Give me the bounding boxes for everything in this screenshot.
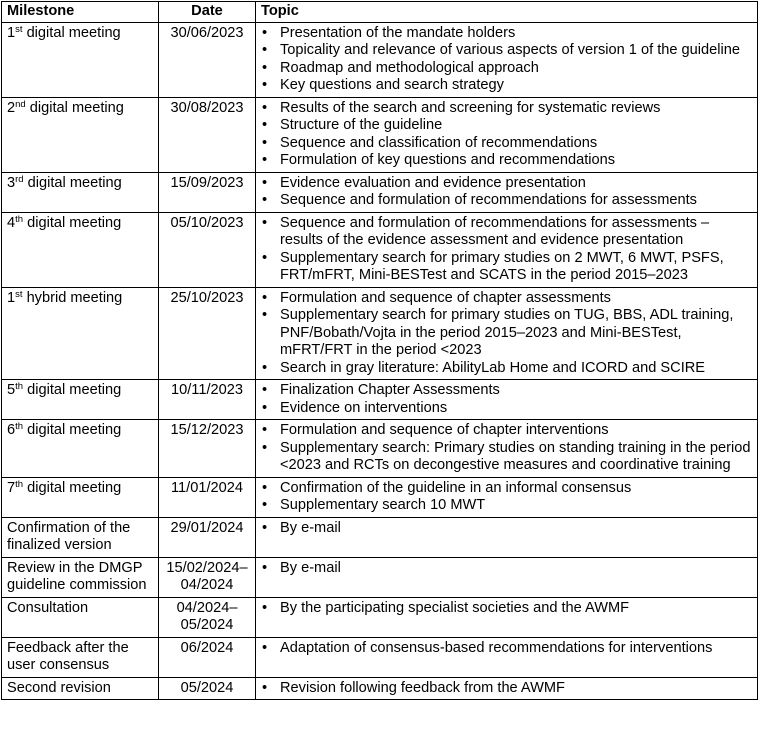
topic-item: • Supplementary search: Primary studies on standing training in the period <2023 and RCTs on decongestive measures and coordinative training: [261, 440, 752, 475]
table-row: [2, 212, 758, 287]
topic-list: [261, 382, 752, 417]
topic-item: • Formulation and sequence of chapter interventions: [261, 422, 752, 440]
header-topic: Topic: [256, 2, 758, 23]
topic-item: • Evidence on interventions: [261, 400, 752, 418]
header-date: Date: [159, 2, 256, 23]
milestone-label: digital meeting: [22, 24, 121, 41]
topic-list: [261, 25, 752, 95]
topic-list: [261, 640, 752, 658]
header-milestone: Milestone: [2, 2, 159, 23]
topic-item: • Structure of the guideline: [261, 117, 752, 135]
table-row: [2, 557, 758, 597]
milestone-label: Consultation: [7, 599, 89, 616]
topic-item: • By e-mail: [261, 560, 752, 578]
milestone-ordinal-number: 7: [7, 479, 16, 496]
milestone-ordinal-suffix: th: [15, 421, 24, 432]
topic-cell: [256, 380, 758, 420]
milestone-cell: [2, 517, 159, 557]
table-row: [2, 97, 758, 172]
table-row: [2, 287, 758, 380]
milestone-label: hybrid meeting: [22, 289, 123, 306]
date-cell: 15/12/2023: [159, 420, 256, 478]
topic-item: • Formulation and sequence of chapter assessments: [261, 290, 752, 308]
table-row: [2, 380, 758, 420]
topic-list: [261, 100, 752, 170]
topic-list: [261, 215, 752, 285]
date-cell: 10/11/2023: [159, 380, 256, 420]
topic-item: • Supplementary search 10 MWT: [261, 497, 752, 515]
topic-item: • Key questions and search strategy: [261, 77, 752, 95]
date-cell: 06/2024: [159, 637, 256, 677]
table-row: [2, 477, 758, 517]
topic-item: • Supplementary search for primary studies on 2 MWT, 6 MWT, PSFS, FRT/mFRT, Mini-BESTest and SCATS in the period 2015–2023: [261, 250, 752, 285]
topic-item: • Confirmation of the guideline in an informal consensus: [261, 480, 752, 498]
milestone-label: Feedback after the user consensus: [7, 639, 129, 673]
topic-item: • Adaptation of consensus-based recommendations for interventions: [261, 640, 752, 658]
topic-item: • Presentation of the mandate holders: [261, 25, 752, 43]
topic-cell: [256, 677, 758, 700]
topic-cell: [256, 212, 758, 287]
table-row: [2, 517, 758, 557]
milestone-cell: [2, 597, 159, 637]
milestone-label: digital meeting: [23, 422, 122, 438]
topic-cell: [256, 597, 758, 637]
milestone-label: digital meeting: [23, 382, 122, 398]
topic-list: [261, 422, 752, 475]
milestone-ordinal-suffix: rd: [15, 173, 24, 185]
topic-item: • Finalization Chapter Assessments: [261, 382, 752, 400]
topic-list: [261, 520, 752, 538]
topic-list: [261, 560, 752, 578]
milestone-ordinal-number: 5: [7, 382, 16, 398]
milestone-cell: [2, 477, 159, 517]
milestone-cell: [2, 380, 159, 420]
date-cell: 05/10/2023: [159, 212, 256, 287]
topic-item: • By e-mail: [261, 520, 752, 538]
topic-cell: [256, 97, 758, 172]
milestone-cell: [2, 637, 159, 677]
milestone-ordinal-suffix: th: [15, 381, 24, 392]
milestone-ordinal-number: 6: [7, 422, 16, 438]
topic-cell: [256, 420, 758, 478]
milestone-ordinal-suffix: th: [15, 213, 24, 225]
topic-cell: [256, 22, 758, 97]
date-cell: 25/10/2023: [159, 287, 256, 380]
date-cell: 30/08/2023: [159, 97, 256, 172]
milestone-ordinal-number: 1: [7, 289, 16, 306]
milestone-cell: [2, 557, 159, 597]
milestone-cell: [2, 172, 159, 212]
milestone-cell: [2, 97, 159, 172]
milestone-cell: [2, 287, 159, 380]
date-cell: 04/2024– 05/2024: [159, 597, 256, 637]
milestone-cell: [2, 212, 159, 287]
topic-item: • Formulation of key questions and recommendations: [261, 152, 752, 170]
table-row: [2, 677, 758, 700]
topic-cell: [256, 287, 758, 380]
milestone-label: digital meeting: [23, 479, 122, 496]
topic-item: • Sequence and formulation of recommendations for assessments: [261, 192, 752, 210]
topic-cell: [256, 172, 758, 212]
date-cell: 29/01/2024: [159, 517, 256, 557]
date-cell: 15/09/2023: [159, 172, 256, 212]
date-cell: 30/06/2023: [159, 22, 256, 97]
topic-list: [261, 175, 752, 210]
table-row: [2, 637, 758, 677]
table-row: [2, 22, 758, 97]
milestone-label: Review in the DMGP guideline commission: [7, 559, 147, 593]
topic-item: • By the participating specialist societies and the AWMF: [261, 600, 752, 618]
topic-item: • Results of the search and screening for systematic reviews: [261, 100, 752, 118]
topic-cell: [256, 517, 758, 557]
milestone-ordinal-suffix: st: [15, 23, 23, 35]
milestone-label: digital meeting: [25, 99, 124, 116]
milestone-cell: [2, 677, 159, 700]
topic-item: • Roadmap and methodological approach: [261, 60, 752, 78]
date-cell: 11/01/2024: [159, 477, 256, 517]
topic-item: • Search in gray literature: AbilityLab Home and ICORD and SCIRE: [261, 360, 752, 378]
header-row: [2, 2, 758, 23]
milestone-label: Second revision: [7, 679, 111, 696]
milestone-label: Confirmation of the finalized version: [7, 519, 131, 553]
topic-item: • Sequence and classification of recommendations: [261, 135, 752, 153]
milestone-cell: [2, 22, 159, 97]
topic-item: • Topicality and relevance of various aspects of version 1 of the guideline: [261, 42, 752, 60]
milestone-ordinal-number: 3: [7, 174, 16, 191]
topic-cell: [256, 637, 758, 677]
topic-item: • Sequence and formulation of recommendations for assessments – results of the evidence assessment and evidence presentation: [261, 215, 752, 250]
milestone-ordinal-number: 4: [7, 214, 16, 231]
date-cell: 05/2024: [159, 677, 256, 700]
milestone-ordinal-suffix: st: [15, 288, 23, 300]
milestone-label: digital meeting: [23, 214, 122, 231]
milestones-table: [1, 1, 758, 700]
milestone-label: digital meeting: [23, 174, 122, 191]
milestone-ordinal-suffix: th: [15, 478, 24, 490]
table-row: [2, 597, 758, 637]
topic-list: [261, 480, 752, 515]
topic-cell: [256, 477, 758, 517]
milestone-ordinal-number: 1: [7, 24, 16, 41]
milestone-ordinal-number: 2: [7, 99, 16, 116]
milestone-ordinal-suffix: nd: [15, 98, 26, 110]
topic-item: • Evidence evaluation and evidence presentation: [261, 175, 752, 193]
topic-list: [261, 680, 752, 698]
table-row: [2, 420, 758, 478]
topic-item: • Supplementary search for primary studies on TUG, BBS, ADL training, PNF/Bobath/Vojta in the period 2015–2023 and Mini-BESTest, mFRT/FRT in the period <2023: [261, 307, 752, 360]
topic-cell: [256, 557, 758, 597]
topic-list: [261, 290, 752, 378]
milestone-cell: [2, 420, 159, 478]
topic-item: • Revision following feedback from the AWMF: [261, 680, 752, 698]
date-cell: 15/02/2024– 04/2024: [159, 557, 256, 597]
table-row: [2, 172, 758, 212]
topic-list: [261, 600, 752, 618]
